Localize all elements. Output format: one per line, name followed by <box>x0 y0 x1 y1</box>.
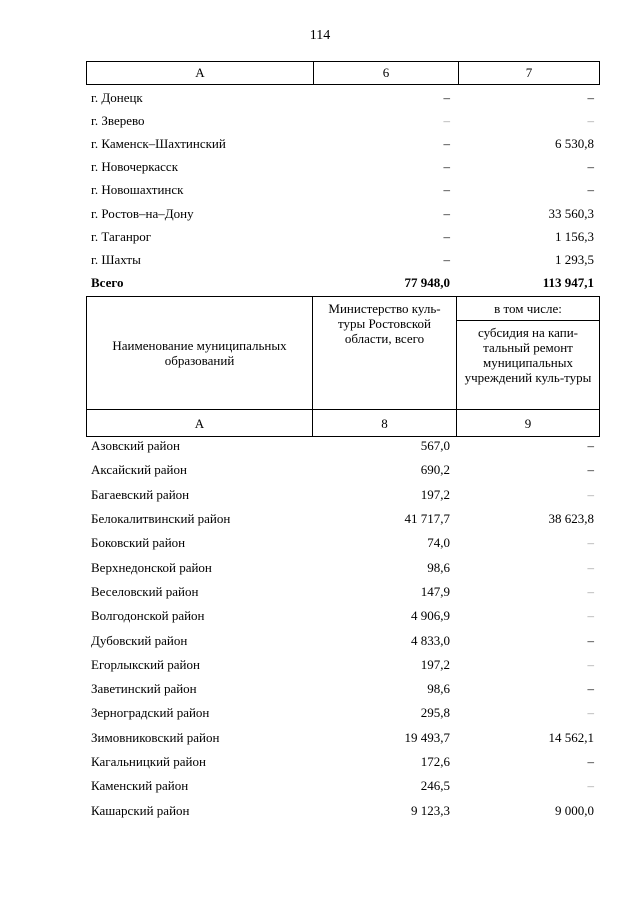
table-row <box>86 434 600 458</box>
header-col-7: 7 <box>525 65 533 80</box>
row-name: Зимовниковский район <box>91 729 220 745</box>
table-row <box>86 774 600 798</box>
row-value-1: 4 906,9 <box>411 608 450 624</box>
row-name: Кашарский район <box>91 802 190 818</box>
table-row <box>86 798 600 822</box>
header-num-9: 9 <box>457 409 599 436</box>
table-row <box>86 156 600 179</box>
row-value-2: – <box>587 159 594 175</box>
row-name: Волгодонской район <box>91 608 205 624</box>
page-number: 114 <box>309 28 331 43</box>
table-row <box>86 677 600 701</box>
row-value-2: 9 000,0 <box>555 802 594 818</box>
row-value-1: – <box>443 89 450 105</box>
row-name: г. Ростов–на–Дону <box>91 205 194 221</box>
row-name: Кагальницкий район <box>91 754 206 769</box>
row-name: г. Шахты <box>91 251 141 267</box>
row-name: Дубовский район <box>91 632 188 648</box>
row-value-2: 38 623,8 <box>548 511 594 527</box>
table-row <box>86 225 600 248</box>
row-value-1: 4 833,0 <box>411 632 450 648</box>
row-value-1: 197,2 <box>420 656 450 672</box>
row-name: г. Зверево <box>91 112 145 128</box>
row-value-1: 19 493,7 <box>404 729 450 745</box>
row-value-2: – <box>587 632 594 648</box>
table-row <box>86 750 600 774</box>
row-value-2: 14 562,1 <box>548 729 594 745</box>
row-name: г. Новошахтинск <box>91 182 184 198</box>
row-value-1: – <box>443 205 450 221</box>
table-row <box>86 179 600 202</box>
row-value-1: – <box>443 135 450 151</box>
table-row <box>86 507 600 531</box>
table-row <box>86 86 600 109</box>
row-value-2: – <box>587 438 594 454</box>
row-value-1: – <box>443 251 450 267</box>
row-value-2: – <box>587 778 594 794</box>
row-name: Боковский район <box>91 535 186 551</box>
row-value-1: 98,6 <box>427 559 450 575</box>
table-row <box>86 701 600 725</box>
row-name: Зерноградский район <box>91 705 210 721</box>
row-value-2: – <box>587 681 594 697</box>
row-value-2: – <box>587 112 594 128</box>
table-row <box>86 555 600 579</box>
table-row <box>86 604 600 628</box>
row-value-1: 74,0 <box>427 535 450 551</box>
row-value-2: – <box>587 656 594 672</box>
row-value-2: – <box>587 754 594 769</box>
row-name: Азовский район <box>91 438 180 454</box>
row-value-1: 567,0 <box>420 438 450 454</box>
row-value-1: 197,2 <box>420 486 450 502</box>
row-name: г. Новочеркасск <box>91 159 179 175</box>
header-num-a: А <box>87 409 313 436</box>
table-header-top <box>86 61 600 85</box>
row-value-2: – <box>587 182 594 198</box>
table-body-cities <box>86 86 600 295</box>
row-value-1: – <box>443 112 450 128</box>
row-name: Аксайский район <box>91 462 187 478</box>
row-name: г. Донецк <box>91 89 143 105</box>
row-value-1: – <box>443 159 450 175</box>
row-name: Заветинский район <box>91 681 197 697</box>
table-row <box>86 580 600 604</box>
row-name: Каменский район <box>91 778 189 794</box>
header-including-label: в том числе: <box>457 297 599 321</box>
row-name: Егорлыкский район <box>91 656 200 672</box>
row-value-2: 113 947,1 <box>542 275 594 291</box>
row-name: Верхнедонской район <box>91 559 212 575</box>
row-value-1: 147,9 <box>420 583 450 599</box>
row-value-2: – <box>587 705 594 721</box>
row-name: Всего <box>91 275 124 291</box>
row-name: г. Таганрог <box>91 228 152 244</box>
table-body-districts <box>86 434 600 823</box>
row-value-2: 33 560,3 <box>548 205 594 221</box>
table-header-municipal <box>86 296 600 437</box>
header-num-8: 8 <box>313 409 457 436</box>
row-value-1: 246,5 <box>420 778 450 794</box>
row-value-2: – <box>587 535 594 551</box>
table-row <box>86 458 600 482</box>
row-value-2: – <box>587 89 594 105</box>
table-row <box>86 109 600 132</box>
table-row <box>86 726 600 750</box>
row-value-2: – <box>587 559 594 575</box>
table-row <box>86 653 600 677</box>
row-name: Белокалитвинский район <box>91 511 231 527</box>
table-row <box>86 132 600 155</box>
row-value-2: – <box>587 583 594 599</box>
table-row <box>86 531 600 555</box>
table-row <box>86 248 600 271</box>
table-row <box>86 202 600 225</box>
row-value-2: – <box>587 608 594 624</box>
header-name-label: Наименование муниципальных образований <box>87 297 313 409</box>
header-ministry-label: Министерство куль-туры Ростовской области, всего <box>313 297 457 409</box>
row-value-1: 172,6 <box>420 754 450 769</box>
header-col-a: А <box>87 62 314 84</box>
row-value-1: – <box>443 228 450 244</box>
table-row <box>86 628 600 652</box>
row-value-1: 9 123,3 <box>411 802 450 818</box>
header-col-6: 6 <box>314 62 459 84</box>
row-name: Багаевский район <box>91 486 190 502</box>
row-value-1: 98,6 <box>427 681 450 697</box>
header-subsidy-label: субсидия на капи-тальный ремонт муниципальных учреждений куль-туры <box>464 325 592 385</box>
row-name: г. Каменск–Шахтинский <box>91 135 226 151</box>
row-value-1: 41 717,7 <box>404 511 450 527</box>
row-value-2: 1 293,5 <box>555 251 594 267</box>
row-value-1: – <box>443 182 450 198</box>
row-value-1: 690,2 <box>420 462 450 478</box>
row-value-2: 1 156,3 <box>555 228 594 244</box>
table-row <box>86 483 600 507</box>
row-value-1: 77 948,0 <box>404 275 450 291</box>
table-row <box>86 272 600 295</box>
row-value-1: 295,8 <box>420 705 450 721</box>
row-value-2: 6 530,8 <box>555 135 594 151</box>
row-value-2: – <box>587 486 594 502</box>
row-name: Веселовский район <box>91 583 199 599</box>
row-value-2: – <box>587 462 594 478</box>
